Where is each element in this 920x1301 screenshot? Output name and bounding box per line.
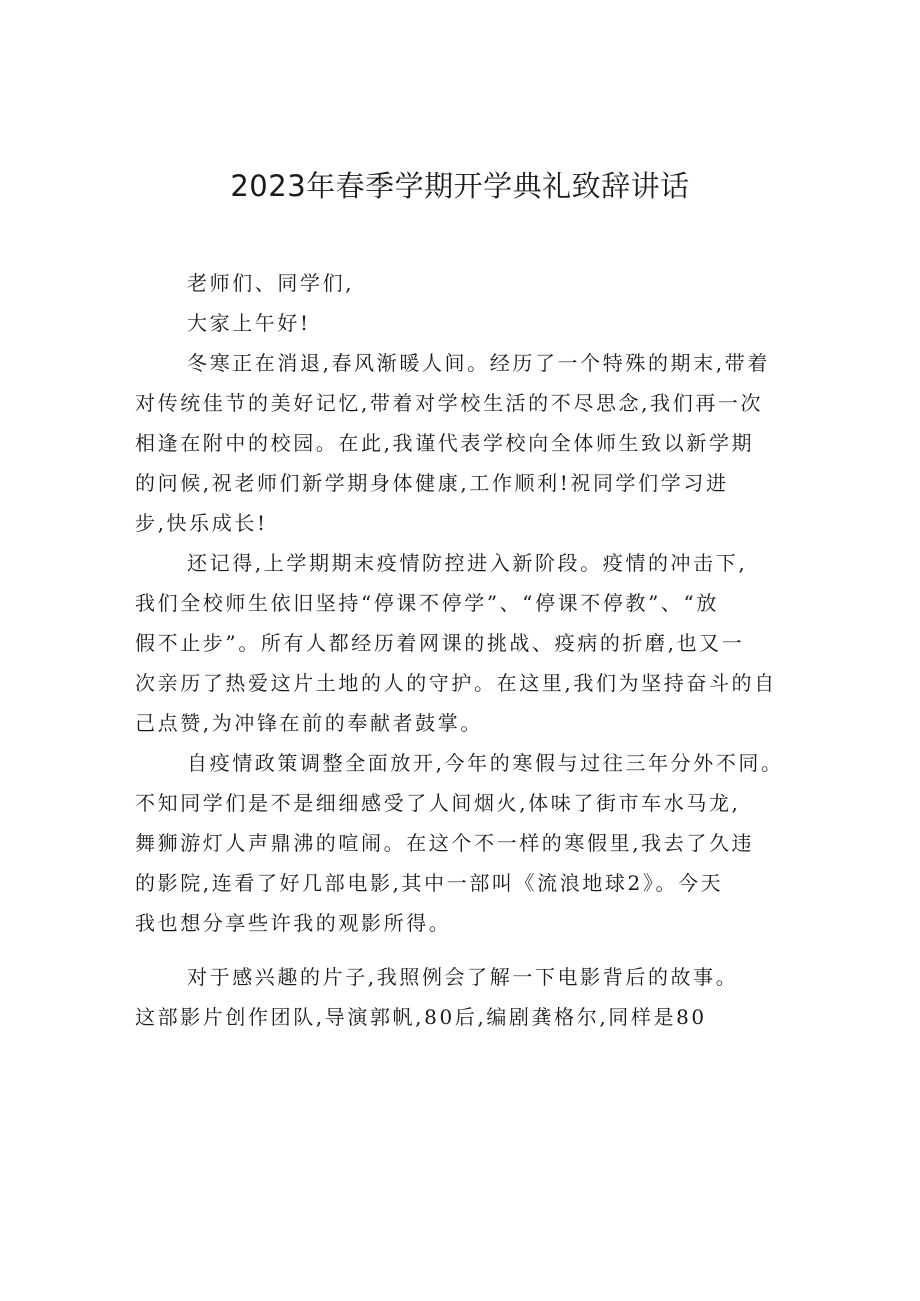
paragraph-2-line-2: 我们全校师生依旧坚持“停课不停学”、“停课不停教”、“放 — [135, 591, 719, 615]
paragraph-gap — [135, 943, 795, 957]
paragraph-3-line-4: 的影院,连看了好几部电影,其中一部叫《流浪地球2》。今天 — [135, 871, 724, 895]
paragraph-1-line-2: 对传统佳节的美好记忆,带着对学校生活的不尽思念,我们再一次 — [135, 391, 764, 415]
paragraph-2-line-1: 还记得,上学期期末疫情防控进入新阶段。疫情的冲击下, — [187, 551, 748, 575]
paragraph-4-line-2: 这部影片创作团队,导演郭帆,80后,编剧龚格尔,同样是80 — [135, 1005, 707, 1029]
document-title: 2023年春季学期开学典礼致辞讲话 — [230, 169, 690, 203]
paragraph-3-line-1: 自疫情政策调整全面放开,今年的寒假与过往三年分外不同。 — [187, 751, 784, 775]
paragraph-1-line-5: 步,快乐成长! — [135, 511, 268, 535]
paragraph-3-line-5: 我也想分享些许我的观影所得。 — [135, 911, 452, 935]
salutation-line: 老师们、同学们, — [187, 271, 355, 295]
paragraph-2-line-5: 己点赞,为冲锋在前的奉献者鼓掌。 — [135, 711, 483, 735]
paragraph-1-line-3: 相逢在附中的校园。在此,我谨代表学校向全体师生致以新学期 — [135, 431, 755, 455]
paragraph-2-line-4: 次亲历了热爱这片土地的人的守护。在这里,我们为坚持奋斗的自 — [135, 671, 777, 695]
greeting-line: 大家上午好! — [187, 311, 311, 335]
document-body — [135, 263, 795, 1037]
paragraph-1-line-4: 的问候,祝老师们新学期身体健康,工作顺利!祝同学们学习进 — [135, 471, 729, 495]
paragraph-1-line-1: 冬寒正在消退,春风渐暖人间。经历了一个特殊的期末,带着 — [187, 351, 770, 375]
paragraph-3-line-2: 不知同学们是不是细细感受了人间烟火,体味了街市车水马龙, — [135, 791, 741, 815]
paragraph-2-line-3: 假不止步”。所有人都经历着网课的挑战、疫病的折磨,也又一 — [135, 631, 745, 655]
paragraph-4-line-1: 对于感兴趣的片子,我照例会了解一下电影背后的故事。 — [187, 965, 739, 989]
paragraph-3-line-3: 舞狮游灯人声鼎沸的喧闹。在这个不一样的寒假里,我去了久违 — [135, 831, 755, 855]
